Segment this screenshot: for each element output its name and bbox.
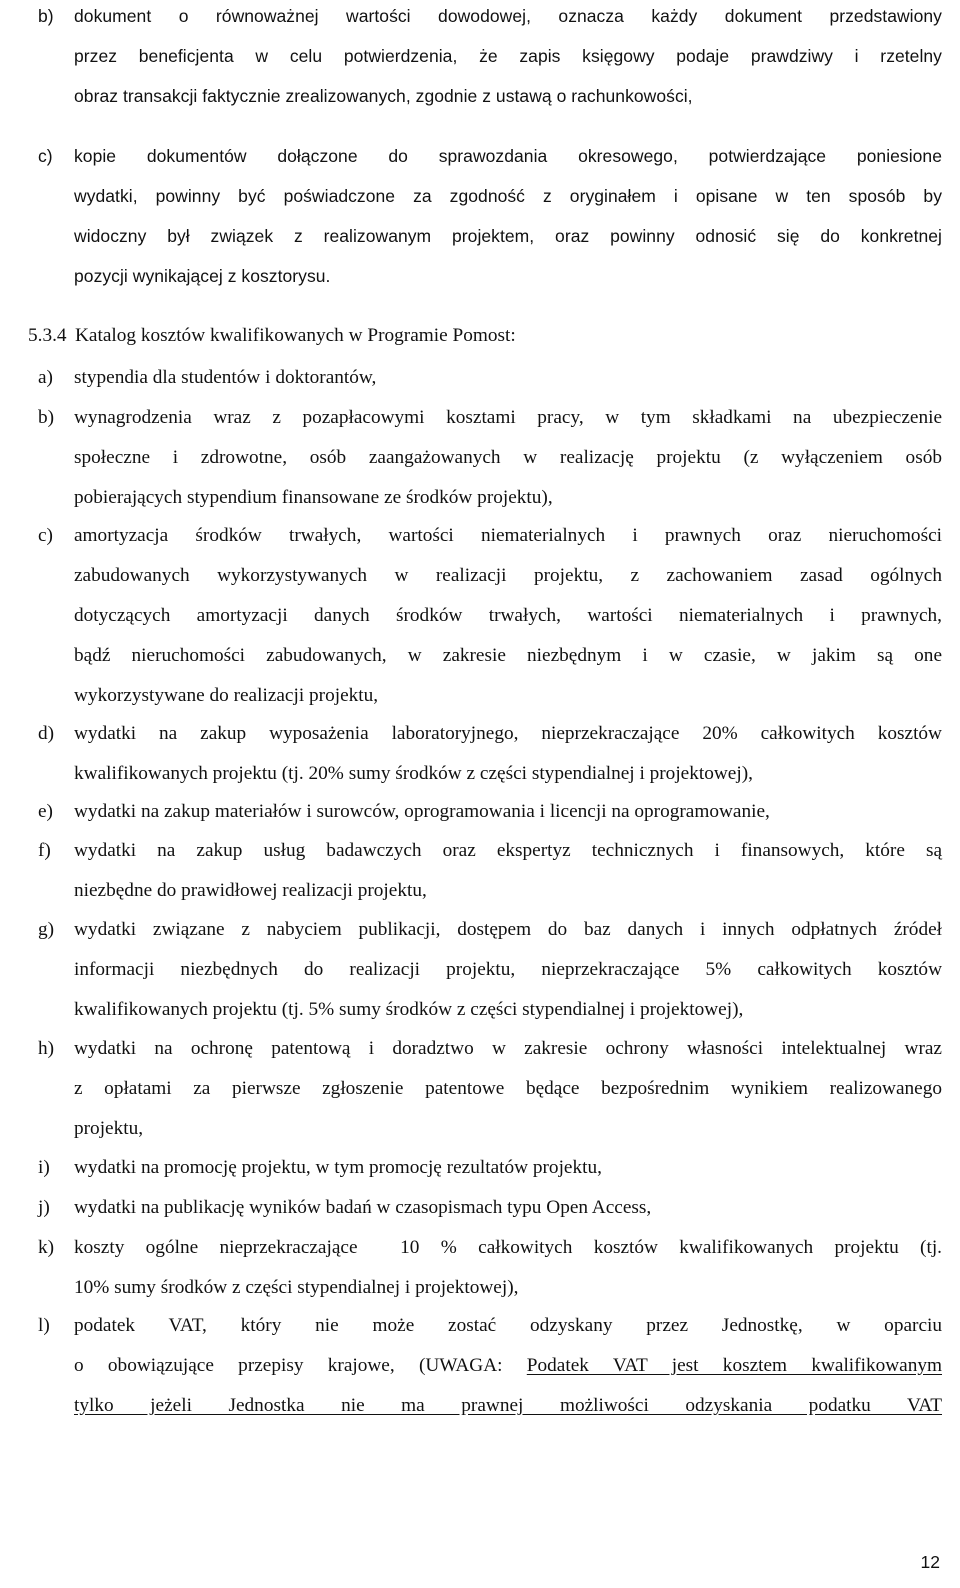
catalog-item-a: [38, 366, 942, 406]
catalog-item-j: [38, 1196, 942, 1236]
text-line: wydatki na promocję projektu, w tym promocję rezultatów projektu,: [74, 1157, 602, 1178]
text-line: niezbędne do prawidłowej realizacji projektu,: [74, 880, 427, 901]
text-line: wydatki na zakup wyposażenia laboratoryjnego, nieprzekraczające 20% całkowitych kosztów: [74, 723, 942, 744]
text-line: informacji niezbędnych do realizacji projektu, nieprzekraczające 5% całkowitych kosztów: [74, 959, 942, 980]
catalog-item-b: [38, 406, 942, 526]
catalog-item-k: [38, 1236, 942, 1316]
text-line: amortyzacja środków trwałych, wartości niematerialnych i prawnych oraz nieruchomości: [74, 525, 942, 546]
catalog-item-f: [38, 839, 942, 919]
item-label: b): [38, 407, 55, 428]
text-line: 10% sumy środków z części stypendialnej i projektowej),: [74, 1277, 519, 1298]
item-label: l): [38, 1315, 50, 1336]
text-line: widoczny był związek z realizowanym projektem, oraz powinny odnosić się do konkretnej: [74, 226, 942, 246]
list-item-c-copies: [38, 144, 942, 304]
section-title: Katalog kosztów kwalifikowanych w Programie Pomost:: [75, 325, 516, 346]
item-label: f): [38, 840, 51, 861]
underlined-note: Podatek VAT jest kosztem kwalifikowanym: [526, 1355, 942, 1376]
item-label: b): [38, 6, 54, 26]
text-line: bądź nieruchomości zabudowanych, w zakresie niezbędnym i w czasie, w jakim są one: [74, 645, 942, 666]
item-label: d): [38, 723, 55, 744]
underlined-note: tylko jeżeli Jednostka nie ma prawnej możliwości odzyskania podatku VAT: [74, 1395, 942, 1416]
catalog-item-i: [38, 1156, 942, 1196]
text-line: wydatki na ochronę patentową i doradztwo w zakresie ochrony własności intelektualnej wraz: [74, 1038, 942, 1059]
text-line: wydatki związane z nabyciem publikacji, dostępem do baz danych i innych odpłatnych źródeł: [74, 919, 942, 940]
text-line: obraz transakcji faktycznie zrealizowanych, zgodnie z ustawą o rachunkowości,: [74, 86, 693, 106]
catalog-item-g: [38, 918, 942, 1038]
page-number: 12: [920, 1552, 940, 1572]
text-line: dokument o równoważnej wartości dowodowej, oznacza każdy dokument przedstawiony: [74, 6, 942, 26]
list-item-b-definition: [38, 4, 942, 124]
text-line: wydatki na publikację wyników badań w czasopismach typu Open Access,: [74, 1197, 652, 1218]
text-line: z opłatami za pierwsze zgłoszenie patentowe będące bezpośrednim wynikiem realizowanego: [74, 1078, 942, 1099]
catalog-item-d: [38, 722, 942, 802]
item-label: c): [38, 146, 53, 166]
catalog-item-e: [38, 800, 942, 840]
item-label: e): [38, 801, 53, 822]
catalog-item-c: [38, 524, 942, 724]
text-segment: o obowiązujące przepisy krajowe, (UWAGA:: [74, 1355, 527, 1376]
text-line-with-note: [74, 1354, 942, 1394]
text-line: wydatki, powinny być poświadczone za zgodność z oryginałem i opisane w ten sposób by: [74, 186, 942, 206]
text-line: stypendia dla studentów i doktorantów,: [74, 367, 377, 388]
catalog-item-h: [38, 1037, 942, 1157]
section-heading: [28, 325, 516, 347]
section-number: 5.3.4: [28, 325, 67, 346]
text-line: wydatki na zakup materiałów i surowców, oprogramowania i licencji na oprogramowanie,: [74, 801, 770, 822]
item-label: g): [38, 919, 55, 940]
text-line: pozycji wynikającej z kosztorysu.: [74, 266, 331, 286]
text-line: koszty ogólne nieprzekraczające 10 % całkowitych kosztów kwalifikowanych projektu (tj.: [74, 1237, 942, 1258]
text-line: kwalifikowanych projektu (tj. 5% sumy środków z części stypendialnej i projektowej),: [74, 999, 744, 1020]
item-label: j): [38, 1197, 50, 1218]
item-label: i): [38, 1157, 50, 1178]
text-line: kopie dokumentów dołączone do sprawozdania okresowego, potwierdzające poniesione: [74, 146, 942, 166]
text-line: przez beneficjenta w celu potwierdzenia, że zapis księgowy podaje prawdziwy i rzetelny: [74, 46, 942, 66]
text-line: społeczne i zdrowotne, osób zaangażowanych w realizację projektu (z wyłączeniem osób: [74, 447, 942, 468]
text-line: zabudowanych wykorzystywanych w realizacji projektu, z zachowaniem zasad ogólnych: [74, 565, 942, 586]
text-line: podatek VAT, który nie może zostać odzyskany przez Jednostkę, w oparciu: [74, 1315, 942, 1336]
item-label: h): [38, 1038, 55, 1059]
item-label: a): [38, 367, 53, 388]
text-line: kwalifikowanych projektu (tj. 20% sumy środków z części stypendialnej i projektowej),: [74, 763, 753, 784]
catalog-item-l: [38, 1314, 942, 1434]
item-label: c): [38, 525, 53, 546]
item-label: k): [38, 1237, 55, 1258]
text-line: wydatki na zakup usług badawczych oraz ekspertyz technicznych i finansowych, które są: [74, 840, 942, 861]
text-line: projektu,: [74, 1118, 144, 1139]
text-line: pobierających stypendium finansowane ze środków projektu),: [74, 487, 553, 508]
text-line: dotyczących amortyzacji danych środków trwałych, wartości niematerialnych i prawnych,: [74, 605, 942, 626]
text-line: wykorzystywane do realizacji projektu,: [74, 685, 379, 706]
text-line: wynagrodzenia wraz z pozapłacowymi kosztami pracy, w tym składkami na ubezpieczenie: [74, 407, 942, 428]
